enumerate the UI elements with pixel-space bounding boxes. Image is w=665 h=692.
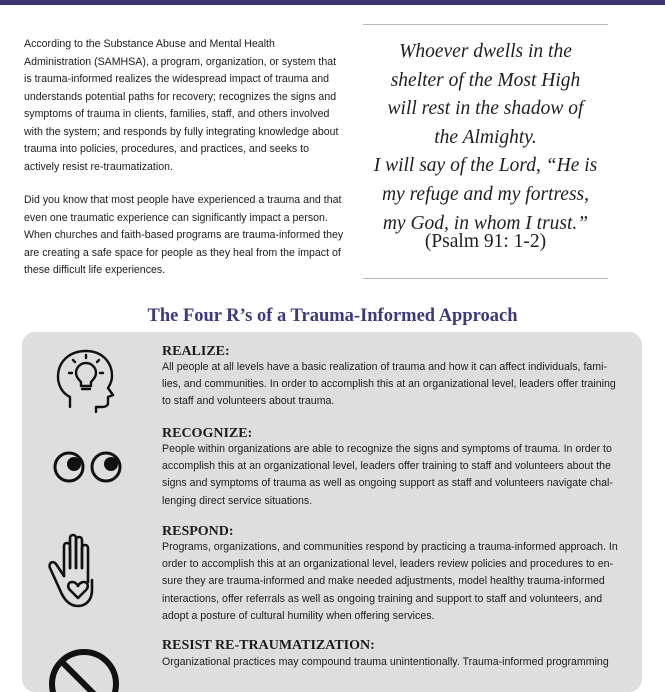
section-title: The Four R’s of a Trauma-Informed Approach	[147, 306, 518, 326]
head-lightbulb-icon	[52, 345, 120, 413]
recognize-description	[162, 441, 640, 510]
hand-heart-icon	[42, 532, 114, 610]
top-accent-bar	[0, 0, 665, 5]
respond-line: sure they are trauma-informed and make needed adjustments, model healthy trauma-informed	[162, 575, 605, 588]
respond-description	[162, 539, 640, 625]
realize-title: REALIZE:	[162, 344, 230, 359]
eyes-icon	[52, 450, 124, 484]
quote-line: Whoever dwells in the	[399, 41, 572, 62]
scripture-quote	[363, 24, 608, 279]
respond-line: Programs, organizations, and communities respond by practicing a trauma-informed approach. In	[162, 541, 618, 553]
recognize-line: accomplish this at an organizational level, leaders offer training to staff and volunteers about the	[162, 460, 611, 473]
scripture-quote-text	[363, 38, 608, 238]
prohibited-icon	[48, 648, 120, 692]
recognize-title: RECOGNIZE:	[162, 426, 253, 441]
resist-retraumatization-description	[162, 654, 640, 671]
scripture-reference: (Psalm 91: 1-2)	[424, 231, 547, 252]
recognize-line: signs and symptoms of trauma as well as ongoing support as staff and volunteers navigate chal-	[162, 477, 613, 490]
four-rs-panel	[22, 332, 642, 692]
quote-line: the Almighty.	[434, 126, 537, 148]
respond-line: interactions, offer referrals as well as ongoing training and support to staff and volunteers, and	[162, 592, 603, 605]
quote-line: will rest in the shadow of	[387, 98, 584, 120]
respond-line: order to accomplish this at an organizational level, leaders review policies and procedures to en-	[162, 558, 614, 571]
realize-line: lies, and communities. In order to accomplish this at an organizational level, leaders offer training	[162, 378, 616, 391]
intro-paragraph-did-you-know: Did you know that most people have experienced a trauma and that even one traumatic experience can significantly impact a person. When churches and faith-based programs are trauma-informed they are creating a safe space for people as they heal from the impact of these difficult life experiences.	[24, 194, 344, 276]
realize-line: to staff and volunteers about trauma.	[162, 395, 335, 408]
quote-line: shelter of the Most High	[390, 69, 581, 91]
quote-line: my God, in whom I trust.”	[382, 212, 589, 234]
recognize-line: People within organizations are able to recognize the signs and symptoms of trauma. In order to	[162, 443, 612, 455]
realize-line: All people at all levels have a basic realization of trauma and how it can affect individuals, fami-	[162, 361, 607, 373]
respond-title: RESPOND:	[162, 524, 234, 539]
intro-paragraph-samhsa: According to the Substance Abuse and Mental Health Administration (SAMHSA), a program, organization, or system that is trauma-informed realizes the widespread impact of trauma and understands potential paths for recovery; recognizes the signs and symptoms of trauma in clients, families, staff, and others involved with the system; and responds by fully integrating knowledge about trauma into policies, procedures, and practices, and seeks to actively resist re-traumatization.	[24, 38, 339, 173]
resist-retraumatization-title: RESIST RE-TRAUMATIZATION:	[162, 638, 375, 653]
realize-description	[162, 359, 640, 411]
resist-line: Organizational practices may compound trauma unintentionally. Trauma-informed programming	[162, 656, 609, 668]
respond-line: adopt a posture of cultural humility when offering services.	[162, 609, 435, 622]
quote-line: my refuge and my fortress,	[381, 183, 590, 205]
quote-line: I will say of the Lord, “He is	[373, 155, 598, 177]
recognize-line: lenging direct service situations.	[162, 494, 313, 507]
